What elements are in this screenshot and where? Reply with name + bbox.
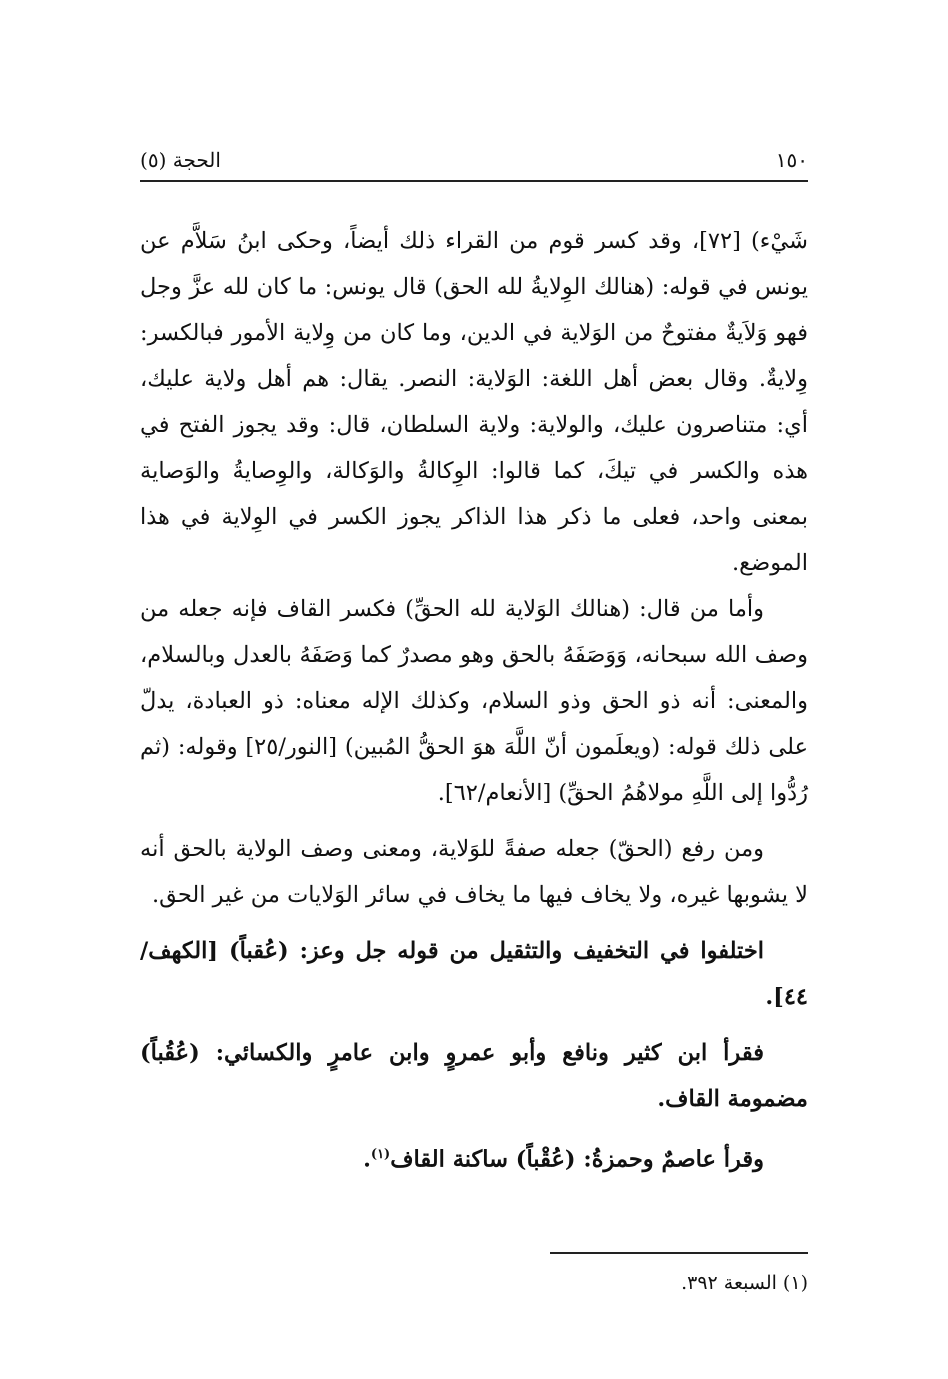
- running-title: الحجة (٥): [140, 148, 221, 172]
- footnote-marker: (١): [370, 1147, 391, 1162]
- paragraph-5: فقرأ ابن كثير ونافع وأبو عمروٍ وابن عامرٍ والكسائي: (عُقُباً) مضمومة القاف.: [140, 1040, 808, 1112]
- paragraph-3: ومن رفع (الحقّ) جعله صفةً للوَلاية، ومعنى وصف الولاية بالحق أنه لا يشوبها غيره، ولا يخاف فيها ما يخاف في سائر الوَلايات من غير الحق.: [140, 836, 808, 908]
- paragraph-6-text: وقرأ عاصمٌ وحمزةُ: (عُقْباً) ساكنة القاف: [390, 1146, 764, 1173]
- paragraph-6-end: .: [363, 1146, 371, 1173]
- running-header: [140, 140, 808, 180]
- main-text: [140, 218, 808, 1193]
- page-number: ١٥٠: [775, 148, 808, 172]
- header-rule: [140, 180, 808, 182]
- paragraph-4: اختلفوا في التخفيف والتثقيل من قوله جل وعز: (عُقباً) [الكهف/٤٤].: [140, 938, 808, 1010]
- footnote: (١) السبعة ٣٩٢.: [681, 1272, 808, 1294]
- paragraph-6: [140, 1132, 808, 1183]
- footnote-rule: [550, 1252, 808, 1254]
- paragraph-1: شَيْء) [٧٢]، وقد كسر قوم من القراء ذلك أيضاً، وحكى ابنُ سَلاَّم عن يونس في قوله: (هنالك الوِلايةُ لله الحق) قال يونس: ما كان لله عزَّ وجل فهو وَلاَيةٌ مفتوحٌ من الوَلاية في الدين، وما كان من وِلاية الأمور فبالكسر: وِلايةٌ. وقال بعض أهل اللغة: الوَلاية: النصر. يقال: هم أهل ولاية عليك، أي: متناصرون عليك، والولاية: ولاية السلطان، قال: وقد يجوز الفتح في هذه والكسر في تيكَ، كما قالوا: الوِكالةُ والوَكالة، والوِصايةُ والوَصاية بمعنى واحد، فعلى ما ذكر هذا الذاكر يجوز الكسر في الوِلاية في هذا الموضع.: [140, 228, 808, 576]
- paragraph-2: وأما من قال: (هنالك الوَلاية لله الحقِّ) فكسر القاف فإنه جعله من وصف الله سبحانه، وَوَصَفَهُ بالحق وهو مصدرٌ كما وَصَفَهُ بالعدل وبالسلام، والمعنى: أنه ذو الحق وذو السلام، وكذلك الإله معناه: ذو العبادة، يدلّ على ذلك قوله: (ويعلَمون أنّ اللَّهَ هوَ الحقُّ المُبين) [النور/٢٥] وقوله: (ثم رُدُّوا إلى اللَّهِ مولاهُمُ الحقِّ) [الأنعام/٦٢].: [140, 596, 808, 806]
